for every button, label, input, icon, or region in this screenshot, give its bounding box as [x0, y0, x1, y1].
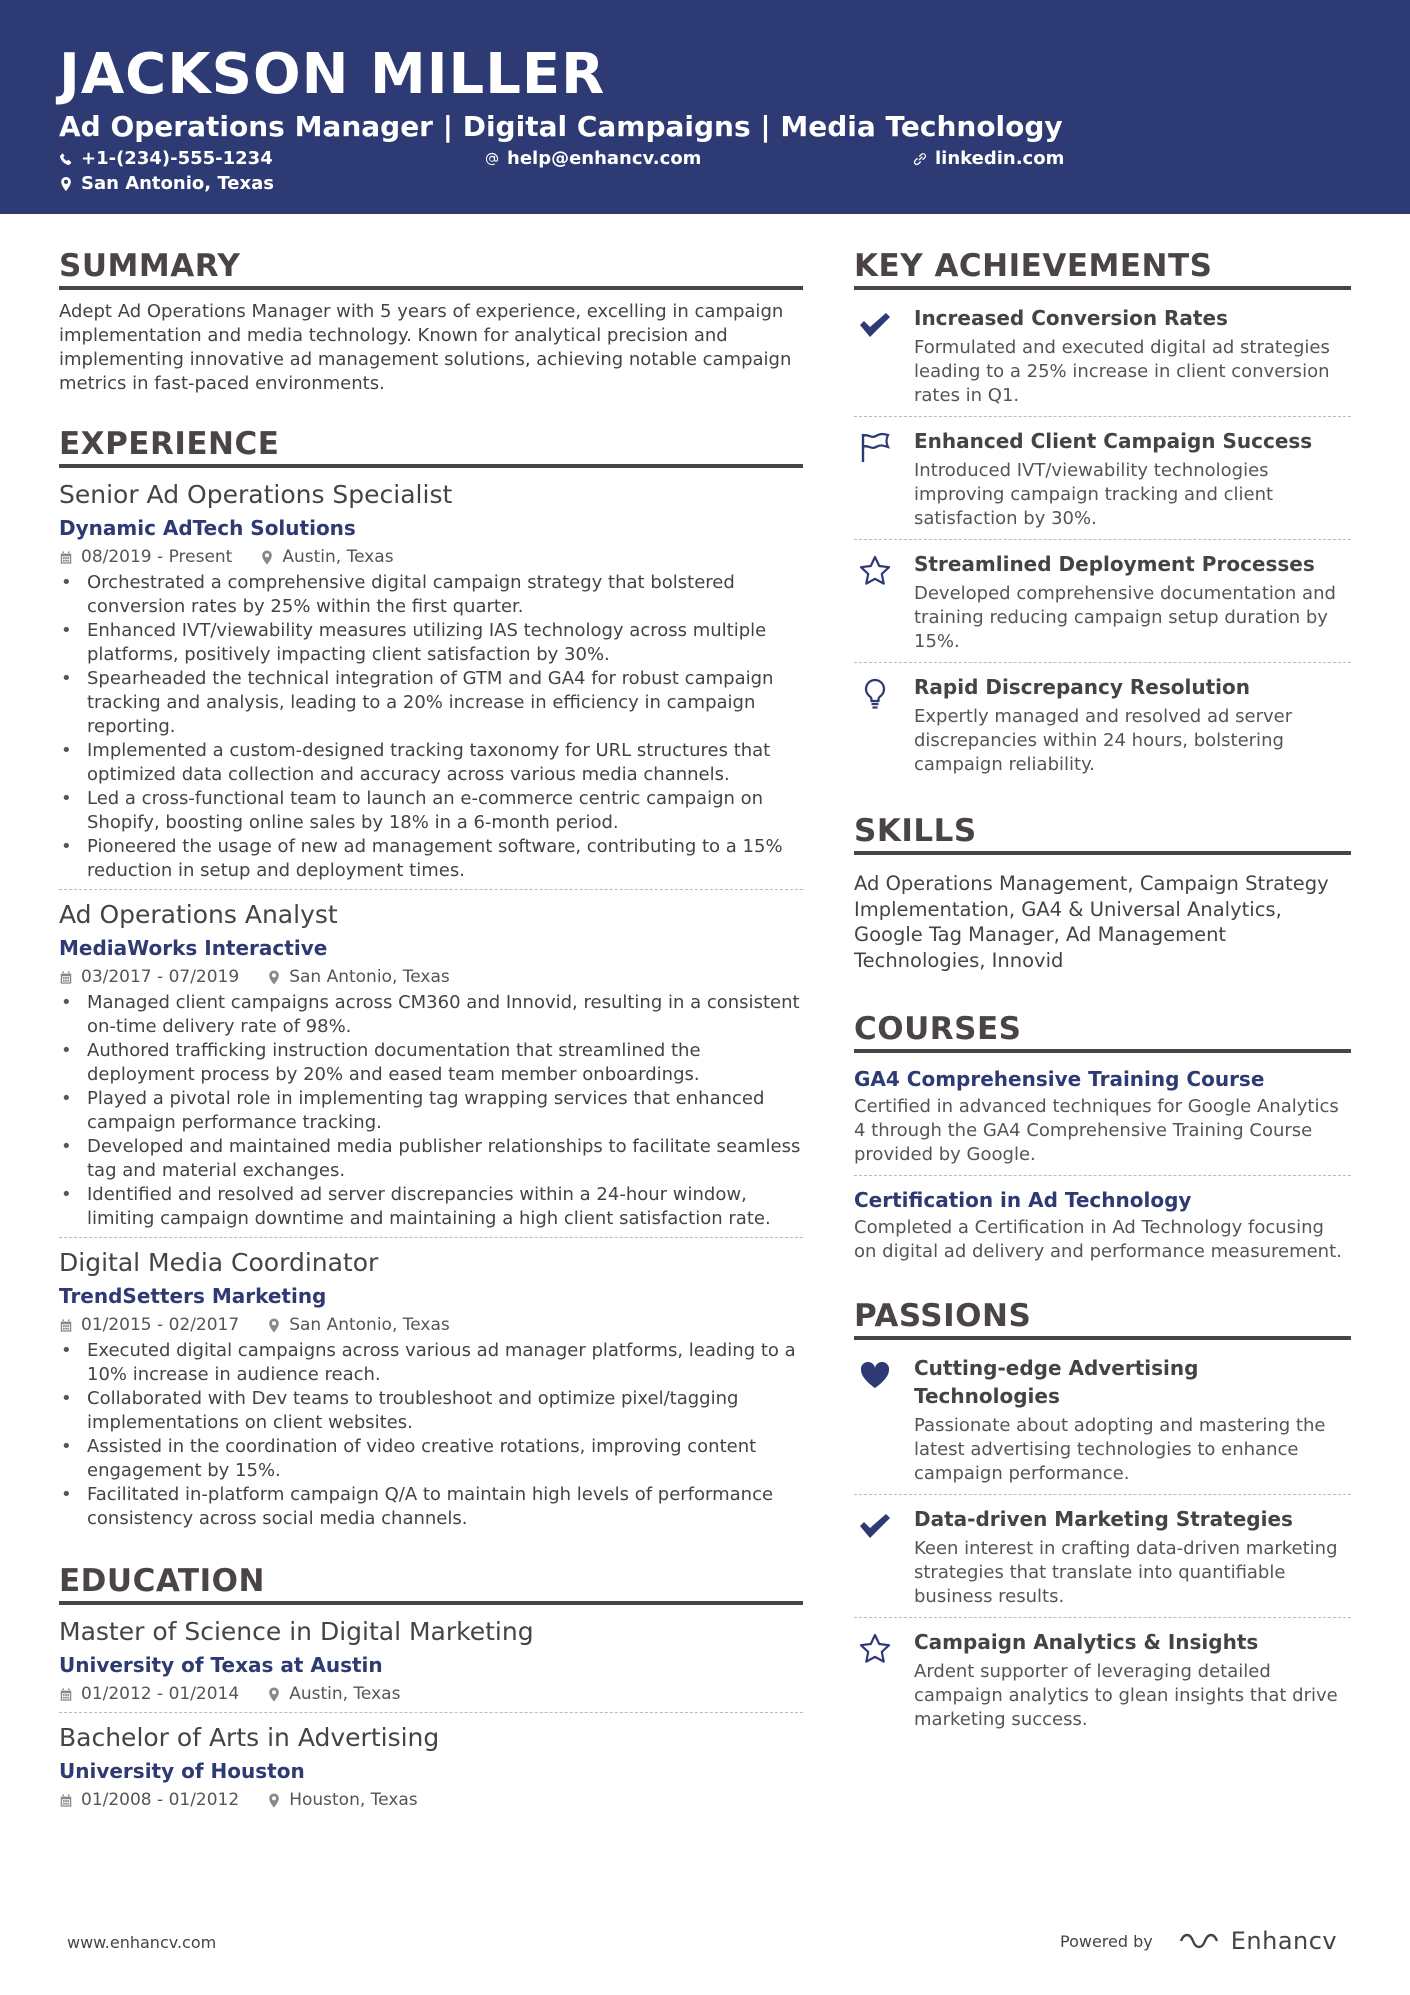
education-list [59, 1615, 803, 1818]
entry-title: Enhanced Client Campaign Success [914, 429, 1313, 453]
passions-list [854, 1350, 1351, 1740]
star-icon [858, 554, 892, 588]
education-entry [59, 1615, 803, 1713]
left-column [59, 246, 803, 1826]
job-entry [59, 478, 803, 890]
bullet-item: • Authored trafficking instruction documentation that streamlined the deployment process by 20% and eased team member onboardings. [59, 1039, 803, 1087]
achievement-item [854, 417, 1351, 540]
course-description: Certified in advanced techniques for Google Analytics 4 through the GA4 Comprehensive Training Course provided by Google. [854, 1096, 1339, 1165]
calendar-icon [59, 550, 73, 565]
entry-title: Rapid Discrepancy Resolution [914, 675, 1250, 699]
contact-phone [59, 147, 273, 171]
bullet-item: • Played a pivotal role in implementing tag wrapping services that enhanced campaign performance tracking. [59, 1087, 803, 1135]
calendar-icon [59, 1687, 73, 1702]
candidate-headline: Ad Operations Manager | Digital Campaigns | Media Technology [59, 110, 1063, 143]
entry-body [914, 304, 1351, 408]
calendar-icon [59, 970, 73, 985]
entry-title: Data-driven Marketing Strategies [914, 1507, 1293, 1531]
job-title: Senior Ad Operations Specialist [59, 480, 453, 509]
icon-slot [854, 1354, 914, 1486]
skills-heading: SKILLS [854, 811, 1351, 855]
job-bullets [59, 1339, 803, 1531]
entry-body [914, 673, 1351, 777]
resume-header [0, 0, 1410, 214]
location-pin-icon [267, 1318, 281, 1333]
footer-branding [1060, 1927, 1337, 1955]
passions-heading: PASSIONS [854, 1296, 1351, 1340]
contact-location [59, 172, 274, 196]
phone-text: +1-(234)-555-1234 [81, 148, 273, 169]
calendar-icon [59, 1793, 73, 1808]
date-range [59, 1788, 239, 1812]
education-heading: EDUCATION [59, 1561, 803, 1605]
course-description: Completed a Certification in Ad Technology focusing on digital ad delivery and performance measurement. [854, 1217, 1342, 1262]
achievements-heading: KEY ACHIEVEMENTS [854, 246, 1351, 290]
entry-body [914, 1628, 1351, 1732]
entry-body [914, 1354, 1351, 1486]
location-pin-icon [267, 1687, 281, 1702]
linkedin-text: linkedin.com [935, 148, 1065, 169]
at-icon [485, 152, 499, 166]
entry-title: Cutting-edge Advertising Technologies [914, 1356, 1199, 1408]
job-entry [59, 898, 803, 1238]
location-text: Houston, Texas [289, 1790, 418, 1810]
brand-name: Enhancv [1230, 1927, 1338, 1955]
entry-description: Keen interest in crafting data-driven marketing strategies that translate into quantifiable business results. [914, 1538, 1338, 1607]
star-icon [858, 1632, 892, 1666]
email-text: help@enhancv.com [507, 148, 702, 169]
passion-item [854, 1495, 1351, 1618]
icon-slot [854, 427, 914, 531]
candidate-name: JACKSON MILLER [59, 42, 606, 107]
date-text: 03/2017 - 07/2019 [81, 967, 240, 987]
location-text: Austin, Texas [282, 547, 394, 567]
icon-slot [854, 304, 914, 408]
date-range [59, 1682, 239, 1706]
entry-title: Campaign Analytics & Insights [914, 1630, 1259, 1654]
courses-heading: COURSES [854, 1009, 1351, 1053]
passion-item [854, 1618, 1351, 1740]
location-text: Austin, Texas [289, 1684, 401, 1704]
contact-email[interactable] [485, 147, 701, 171]
bullet-item: • Orchestrated a comprehensive digital campaign strategy that bolstered conversion rates by 25% within the first quarter. [59, 571, 803, 619]
company-name: MediaWorks Interactive [59, 936, 328, 960]
date-location-row [59, 965, 803, 989]
calendar-icon [59, 1318, 73, 1333]
experience-heading: EXPERIENCE [59, 424, 803, 468]
course-title: Certification in Ad Technology [854, 1188, 1192, 1212]
brand-logo[interactable] [1177, 1927, 1337, 1955]
right-column [854, 246, 1351, 1740]
icon-slot [854, 1505, 914, 1609]
skills-text: Ad Operations Management, Campaign Strategy Implementation, GA4 & Universal Analytics, Google Tag Manager, Ad Management Technologies, Innovid [854, 872, 1329, 972]
heart-icon [858, 1358, 892, 1392]
check-icon [858, 1509, 892, 1543]
courses-list [854, 1063, 1351, 1272]
course-item [854, 1184, 1351, 1272]
summary-text: Adept Ad Operations Manager with 5 years of experience, excelling in campaign implementation and media technology. Known for analytical precision and implementing innovative ad management solutions, achieving notable campaign metrics in fast-paced environments. [59, 301, 792, 394]
date-text: 01/2008 - 01/2012 [81, 1790, 240, 1810]
bullet-item: • Assisted in the coordination of video creative rotations, improving content engagement by 15%. [59, 1435, 803, 1483]
course-item [854, 1063, 1351, 1176]
date-location-row [59, 1788, 803, 1812]
entry-description: Introduced IVT/viewability technologies improving campaign tracking and client satisfaction by 30%. [914, 460, 1274, 529]
check-icon [858, 308, 892, 342]
summary-heading: SUMMARY [59, 246, 803, 290]
bullet-item: • Facilitated in-platform campaign Q/A to maintain high levels of performance consistency across social media channels. [59, 1483, 803, 1531]
location-pin-icon [267, 970, 281, 985]
achievement-item [854, 663, 1351, 785]
entry-description: Expertly managed and resolved ad server discrepancies within 24 hours, bolstering campaign reliability. [914, 706, 1293, 775]
location [260, 545, 393, 569]
job-bullets [59, 571, 803, 883]
achievement-item [854, 540, 1351, 663]
entry-body [914, 427, 1351, 531]
date-text: 01/2012 - 01/2014 [81, 1684, 240, 1704]
location [267, 1682, 400, 1706]
date-text: 08/2019 - Present [81, 547, 233, 567]
location-pin-icon [267, 1793, 281, 1808]
date-range [59, 965, 239, 989]
job-bullets [59, 991, 803, 1231]
entry-title: Increased Conversion Rates [914, 306, 1228, 330]
degree-title: Bachelor of Arts in Advertising [59, 1723, 440, 1752]
location [267, 1313, 450, 1337]
entry-body [914, 550, 1351, 654]
entry-description: Ardent supporter of leveraging detailed campaign analytics to glean insights that drive marketing success. [914, 1661, 1338, 1730]
bullet-item: • Executed digital campaigns across various ad manager platforms, leading to a 10% increase in audience reach. [59, 1339, 803, 1387]
lightbulb-icon [858, 677, 892, 711]
location-text: San Antonio, Texas [289, 967, 450, 987]
entry-description: Passionate about adopting and mastering the latest advertising technologies to enhance campaign performance. [914, 1415, 1326, 1484]
experience-list [59, 478, 803, 1537]
date-location-row [59, 1682, 803, 1706]
location [267, 1788, 417, 1812]
date-range [59, 545, 232, 569]
contact-linkedin[interactable] [913, 147, 1064, 171]
location-text: San Antonio, Texas [81, 173, 274, 194]
school-name: University of Houston [59, 1759, 305, 1783]
job-entry [59, 1246, 803, 1537]
bullet-item: • Spearheaded the technical integration of GTM and GA4 for robust campaign tracking and analysis, leading to a 20% increase in efficiency in campaign reporting. [59, 667, 803, 739]
achievements-list [854, 300, 1351, 785]
education-entry [59, 1721, 803, 1818]
icon-slot [854, 550, 914, 654]
phone-icon [59, 152, 73, 166]
date-location-row [59, 1313, 803, 1337]
flag-icon [858, 431, 892, 465]
bullet-item: • Managed client campaigns across CM360 and Innovid, resulting in a consistent on-time delivery rate of 98%. [59, 991, 803, 1039]
bullet-item: • Identified and resolved ad server discrepancies within a 24-hour window, limiting campaign downtime and maintaining a high client satisfaction rate. [59, 1183, 803, 1231]
bullet-item: • Implemented a custom-designed tracking taxonomy for URL structures that optimized data collection and accuracy across various media channels. [59, 739, 803, 787]
link-icon [913, 152, 927, 166]
company-name: Dynamic AdTech Solutions [59, 516, 356, 540]
powered-by-label: Powered by [1060, 1931, 1153, 1951]
date-text: 01/2015 - 02/2017 [81, 1315, 240, 1335]
job-title: Digital Media Coordinator [59, 1248, 379, 1277]
location-text: San Antonio, Texas [289, 1315, 450, 1335]
date-location-row [59, 545, 803, 569]
icon-slot [854, 1628, 914, 1732]
date-range [59, 1313, 239, 1337]
entry-description: Developed comprehensive documentation and training reducing campaign setup duration by 15%. [914, 583, 1336, 652]
passion-item [854, 1350, 1351, 1495]
company-name: TrendSetters Marketing [59, 1284, 327, 1308]
icon-slot [854, 673, 914, 777]
school-name: University of Texas at Austin [59, 1653, 383, 1677]
entry-body [914, 1505, 1351, 1609]
job-title: Ad Operations Analyst [59, 900, 338, 929]
bullet-item: • Enhanced IVT/viewability measures utilizing IAS technology across multiple platforms, positively impacting client satisfaction by 30%. [59, 619, 803, 667]
bullet-item: • Pioneered the usage of new ad management software, contributing to a 15% reduction in setup and deployment times. [59, 835, 803, 883]
achievement-item [854, 300, 1351, 417]
footer-website[interactable]: www.enhancv.com [67, 1933, 217, 1952]
course-title: GA4 Comprehensive Training Course [854, 1067, 1265, 1091]
location [267, 965, 450, 989]
degree-title: Master of Science in Digital Marketing [59, 1617, 534, 1646]
bullet-item: • Developed and maintained media publisher relationships to facilitate seamless tag and material exchanges. [59, 1135, 803, 1183]
bullet-item: • Collaborated with Dev teams to troubleshoot and optimize pixel/tagging implementations on client websites. [59, 1387, 803, 1435]
location-pin-icon [59, 177, 73, 191]
entry-title: Streamlined Deployment Processes [914, 552, 1315, 576]
entry-description: Formulated and executed digital ad strategies leading to a 25% increase in client conversion rates in Q1. [914, 337, 1330, 406]
bullet-item: • Led a cross-functional team to launch an e-commerce centric campaign on Shopify, boosting online sales by 18% in a 6-month period. [59, 787, 803, 835]
location-pin-icon [260, 550, 274, 565]
enhancv-logo-icon [1177, 1929, 1223, 1953]
